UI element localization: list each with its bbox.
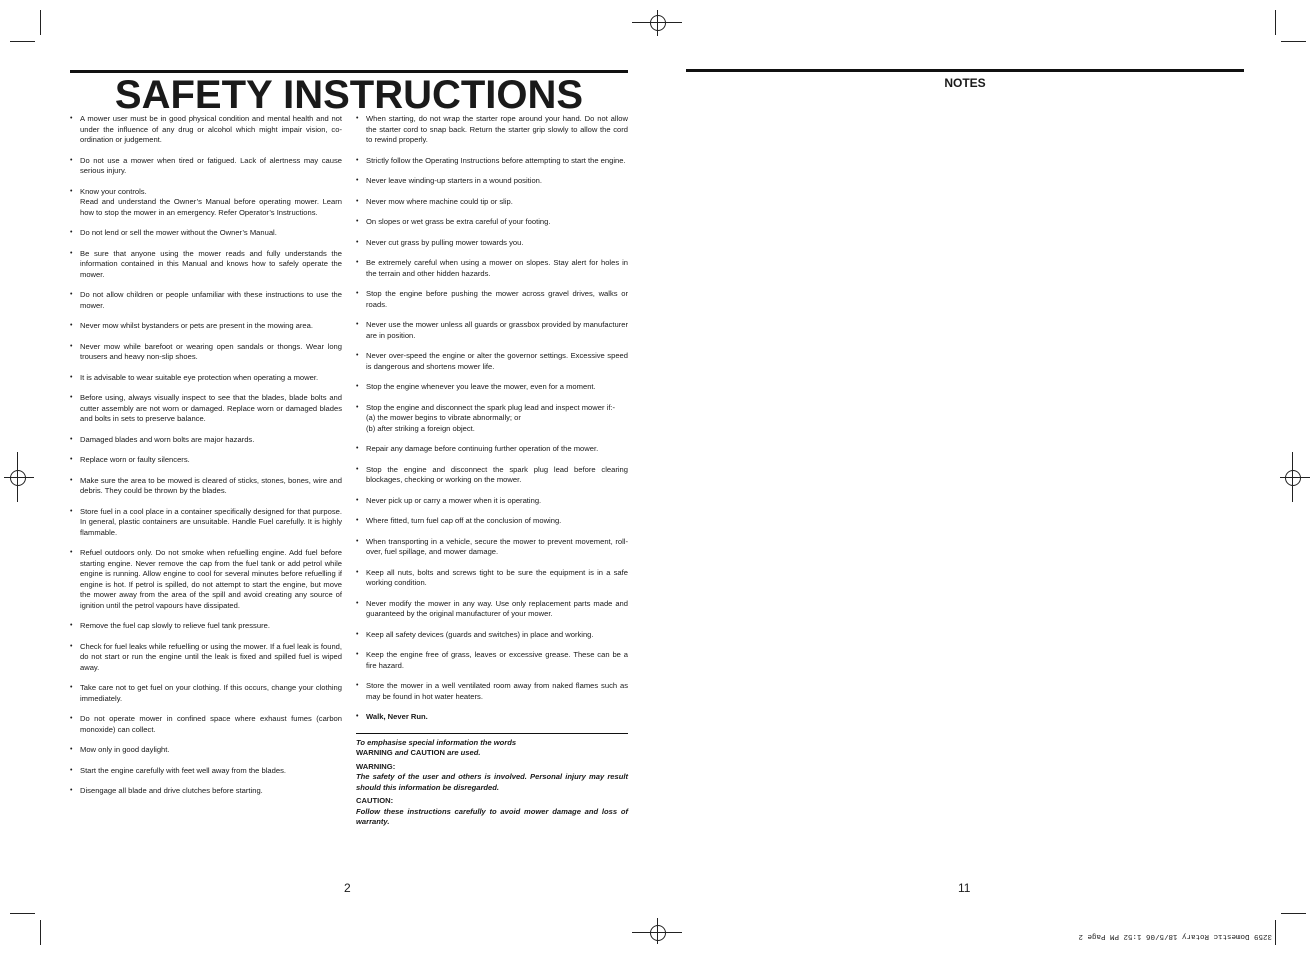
instruction-item (356, 114, 628, 146)
instruction-text: • Never mow where machine could tip or slip. (366, 196, 513, 206)
registration-mark-top-v (657, 10, 658, 36)
notes-rule (686, 69, 1244, 72)
instructions-list-2 (356, 114, 628, 723)
instruction-item (70, 714, 342, 735)
crop-mark (10, 41, 35, 42)
instruction-item (70, 786, 342, 797)
instruction-text: (a) the mower begins to vibrate abnormally; or (366, 413, 521, 422)
instruction-item (70, 435, 342, 446)
instruction-text: Read and understand the Owner’s Manual before operating mower. Learn how to stop the mower in an emergency. Refer Operator’s Instructions. (80, 197, 342, 217)
instruction-item (356, 681, 628, 702)
instruction-item (356, 382, 628, 393)
instruction-text: • It is advisable to wear suitable eye protection when operating a mower. (80, 372, 319, 382)
registration-mark-bottom-v (657, 918, 658, 944)
instruction-item (356, 444, 628, 455)
registration-mark-left-v (17, 452, 18, 502)
instruction-item (70, 373, 342, 384)
instructions-column-1 (70, 114, 342, 807)
instruction-item (70, 507, 342, 539)
instruction-text: • Never cut grass by pulling mower towards you. (366, 237, 524, 247)
warning-label: WARNING: (356, 761, 396, 771)
registration-mark-bottom (650, 925, 666, 941)
instruction-item (70, 683, 342, 704)
instruction-text: • Be extremely careful when using a mower on slopes. Stay alert for holes in the terrain and other hidden hazards. (366, 258, 628, 278)
caution-label: CAUTION: (356, 796, 394, 805)
caution-text: Follow these instructions carefully to avoid mower damage and loss of warranty. (356, 806, 628, 826)
emphasis-note (356, 733, 628, 828)
instruction-text: • Make sure the area to be mowed is cleared of sticks, stones, bones, wire and debris. They could be thrown by the blades. (80, 475, 342, 495)
instruction-item (356, 630, 628, 641)
emphasis-intro: To emphasise special information the words WARNING and CAUTION are used. (356, 737, 517, 757)
instruction-text: • Never modify the mower in any way. Use only replacement parts made and guaranteed by the original manufacturer of your mower. (366, 598, 628, 618)
registration-mark-left (10, 470, 26, 486)
instruction-item (356, 197, 628, 208)
instruction-item (70, 476, 342, 497)
instruction-text: • Store fuel in a cool place in a container specifically designed for that purpose. In general, plastic containers are unsuitable. Handle Fuel carefully. It is highly flammable. (80, 506, 342, 537)
registration-mark-top (650, 15, 666, 31)
instruction-text: • Replace worn or faulty silencers. (80, 455, 190, 464)
instruction-text: • Stop the engine whenever you leave the mower, even for a moment. (366, 382, 596, 391)
instruction-item (356, 712, 628, 723)
instruction-item (356, 351, 628, 372)
instruction-text: • Refuel outdoors only. Do not smoke when refuelling engine. Add fuel before starting engine. Never remove the cap from the fuel tank or add petrol while engine is running. Allow engine to cool for several minutes before refuelling if engine is hot. If petrol is spilled, do not attempt to start the engine, but move the mower away from the area of the spill and avoid creating any source of ignition until the petrol vapours have dissipated. (80, 548, 342, 610)
instruction-text: • Know your controls. (80, 186, 147, 196)
crop-mark (40, 920, 41, 945)
instruction-text: • Stop the engine and disconnect the spark plug lead before clearing blockages, checking or working on the mower. (366, 464, 628, 484)
registration-mark-right-v (1292, 452, 1293, 502)
instruction-item (356, 496, 628, 507)
instruction-text: • When starting, do not wrap the starter rope around your hand. Do not allow the starter cord to snap back. Return the starter grip slowly to allow the cord to rewind properly. (366, 114, 628, 144)
instruction-text: • Never mow whilst bystanders or pets are present in the mowing area. (80, 321, 313, 330)
instruction-text: • Keep all nuts, bolts and screws tight to be sure the equipment is in a safe working condition. (366, 567, 628, 587)
instruction-text: • Mow only in good daylight. (80, 745, 170, 754)
instruction-text: • Never use the mower unless all guards or grassbox provided by manufacturer are in position. (366, 320, 628, 340)
instruction-text: • Strictly follow the Operating Instructions before attempting to start the engine. (366, 155, 626, 165)
instruction-item (356, 537, 628, 558)
instruction-item (70, 455, 342, 466)
instruction-text: • Be sure that anyone using the mower reads and fully understands the information contained in this Manual and knows how to safely operate the mower. (80, 248, 342, 279)
crop-mark (1281, 41, 1306, 42)
instruction-text: • When transporting in a vehicle, secure the mower to prevent movement, roll-over, fuel spillage, and mower damage. (366, 536, 628, 556)
registration-mark-right (1285, 470, 1301, 486)
crop-mark (1281, 913, 1306, 914)
instruction-item (356, 516, 628, 527)
instruction-text: • Before using, always visually inspect to see that the blades, blade bolts and cutter assembly are not worn or damaged. Replace worn or damaged blades and bolts in sets to preserve balance. (80, 393, 342, 423)
instruction-item (356, 568, 628, 589)
instruction-text: • Never mow while barefoot or wearing open sandals or thongs. Wear long trousers and heavy non-slip shoes. (80, 341, 342, 361)
crop-mark (1275, 920, 1276, 945)
instruction-text: • Do not allow children or people unfamiliar with these instructions to use the mower. (80, 290, 342, 310)
instruction-text: • Stop the engine and disconnect the spark plug lead and inspect mower if:- (366, 402, 616, 412)
instruction-item (356, 403, 628, 435)
instruction-text: • Never pick up or carry a mower when it is operating. (366, 495, 542, 505)
page-number-left: 2 (344, 881, 351, 895)
instruction-item (356, 599, 628, 620)
instruction-text: • Keep all safety devices (guards and switches) in place and working. (366, 629, 594, 639)
instruction-item (70, 156, 342, 177)
notes-title: NOTES (944, 76, 986, 90)
instruction-text: • Stop the engine before pushing the mower across gravel drives, walks or roads. (366, 289, 628, 309)
instruction-item (356, 238, 628, 249)
instruction-text: • Do not lend or sell the mower without the Owner’s Manual. (80, 228, 277, 237)
instruction-item (70, 766, 342, 777)
instruction-item (70, 393, 342, 425)
instruction-item (356, 258, 628, 279)
instruction-text: • Take care not to get fuel on your clothing. If this occurs, change your clothing immediately. (80, 683, 342, 703)
instruction-text: • Do not use a mower when tired or fatigued. Lack of alertness may cause serious injury. (80, 155, 342, 175)
instruction-item (356, 176, 628, 187)
instruction-text: • Disengage all blade and drive clutches before starting. (80, 786, 263, 795)
instruction-text: • Store the mower in a well ventilated room away from naked flames such as may be found in hot water heaters. (366, 681, 628, 701)
crop-mark (10, 913, 35, 914)
instruction-item (356, 465, 628, 486)
warning-text: The safety of the user and others is involved. Personal injury may result should this information be disregarded. (356, 772, 628, 792)
instruction-item (70, 548, 342, 611)
instruction-item (70, 342, 342, 363)
instruction-item (356, 289, 628, 310)
instructions-column-2 (356, 114, 628, 828)
instruction-item (70, 187, 342, 219)
instruction-item (70, 621, 342, 632)
instruction-text: • Start the engine carefully with feet well away from the blades. (80, 765, 286, 775)
instruction-text: • Keep the engine free of grass, leaves or excessive grease. These can be a fire hazard. (366, 650, 628, 670)
crop-mark (40, 10, 41, 35)
instruction-item (356, 156, 628, 167)
registration-mark-left-h (4, 477, 34, 478)
instruction-text: • Repair any damage before continuing further operation of the mower. (366, 444, 599, 453)
instruction-item (70, 114, 342, 146)
instruction-text: • Walk, Never Run. (366, 712, 428, 721)
instruction-item (70, 321, 342, 332)
page-title: SAFETY INSTRUCTIONS (114, 73, 584, 117)
instruction-item (356, 217, 628, 228)
instruction-item (70, 290, 342, 311)
instruction-text: • Where fitted, turn fuel cap off at the conclusion of mowing. (366, 516, 562, 525)
instruction-item (70, 249, 342, 281)
page-number-right: 11 (958, 881, 971, 895)
instruction-text: • Remove the fuel cap slowly to relieve fuel tank pressure. (80, 621, 270, 630)
instructions-list-1 (70, 114, 342, 797)
instruction-text: • Damaged blades and worn bolts are major hazards. (80, 434, 255, 444)
instruction-item (70, 642, 342, 674)
instruction-item (70, 228, 342, 239)
instruction-text: • Never leave winding-up starters in a wound position. (366, 176, 543, 185)
instruction-text: (b) after striking a foreign object. (366, 423, 475, 433)
instruction-text: • Check for fuel leaks while refuelling or using the mower. If a fuel leak is found, do not start or run the engine until the leak is fixed and spilled fuel is wiped away. (80, 641, 342, 672)
crop-mark (1275, 10, 1276, 35)
instruction-item (356, 650, 628, 671)
instruction-text: • Never over-speed the engine or alter the governor settings. Excessive speed is dangerous and shortens mower life. (366, 351, 628, 371)
instruction-text: • On slopes or wet grass be extra careful of your footing. (366, 217, 551, 226)
instruction-item (356, 320, 628, 341)
registration-mark-right-h (1280, 477, 1310, 478)
instruction-text: • A mower user must be in good physical condition and mental health and not under the influence of any drug or alcohol which might impair vision, co-ordination or judgement. (80, 114, 342, 144)
print-slug: 3259 Domestic Rotary 18/5/06 1:52 PM Page 2 (1078, 932, 1272, 940)
instruction-text: • Do not operate mower in confined space where exhaust fumes (carbon monoxide) can collect. (80, 714, 342, 734)
instruction-item (70, 745, 342, 756)
